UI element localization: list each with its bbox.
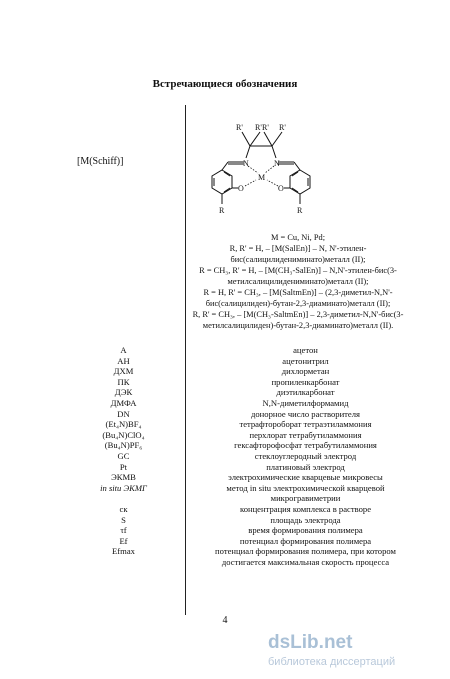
- abbreviation-term: ДЭК: [114, 387, 133, 398]
- abbreviation-term: Pt: [119, 461, 128, 472]
- abbreviation-row: [62, 483, 418, 504]
- abbreviation-row: [62, 430, 418, 441]
- metal-label: M: [258, 173, 266, 182]
- abbreviation-term: ПК: [117, 376, 130, 387]
- abbreviation-term: GC: [117, 450, 130, 461]
- abbreviation-definition: стеклоуглеродный электрод: [254, 450, 357, 461]
- description-line: M = Cu, Ni, Pd;: [270, 233, 326, 242]
- r-label: R: [297, 206, 303, 215]
- abbreviation-row: [62, 515, 418, 526]
- abbreviation-term: А: [120, 345, 127, 355]
- abbreviation-term: in situ ЭКМГ: [100, 482, 147, 493]
- schiff-base-structure: [198, 116, 338, 226]
- r-label: R: [219, 206, 225, 215]
- r-prime-label: R': [236, 123, 243, 132]
- abbreviation-definition: метод in situ электрохимической кварцевой микрогравиметрии: [226, 482, 385, 504]
- abbreviation-row: [62, 377, 418, 388]
- nitrogen-label: N: [274, 159, 280, 168]
- nitrogen-label: N: [243, 159, 249, 168]
- abbreviation-term: τf: [120, 525, 127, 536]
- watermark-subtitle: библиотека диссертаций: [268, 656, 396, 668]
- description-line: R, R' = CH₃, – [M(CH₃-SaltmEn)] – 2,3-диметил-N,N'-бис(3-: [192, 310, 404, 319]
- abbreviation-definition: ацетон: [293, 345, 318, 355]
- description-line: метилсалицилиден)-бутан-2,3-диаминато)металл (II).: [202, 321, 394, 330]
- watermark-logo: dsLib.net: [268, 632, 353, 653]
- abbreviation-row: [62, 366, 418, 377]
- r-prime-label: R': [262, 123, 269, 132]
- abbreviation-term: Efmax: [112, 546, 135, 557]
- abbreviation-definition: концентрация комплекса в растворе: [239, 503, 372, 514]
- abbreviation-term: S: [121, 514, 126, 525]
- description-line: R = H, R' = CH₃, – [M(SaltmEn)] – (2,3-диметил-N,N'-: [203, 288, 393, 297]
- abbreviation-term: (Bu₄N)ClO₄: [102, 429, 145, 440]
- abbreviation-term: DN: [117, 408, 130, 419]
- abbreviation-row: [62, 387, 418, 398]
- oxygen-label: O: [238, 184, 244, 193]
- abbreviation-definition: диэтилкарбонат: [276, 387, 335, 398]
- abbreviation-row: [62, 409, 418, 420]
- abbreviation-term: Ef: [119, 535, 128, 546]
- abbreviation-term: (Bu₄N)PF₆: [104, 440, 143, 451]
- description-line: бис(салицилидениминато)металл (II);: [230, 255, 366, 264]
- abbreviation-definition: N,N-диметилформамид: [262, 397, 349, 408]
- oxygen-label: O: [278, 184, 284, 193]
- abbreviation-definition: площадь электрода: [270, 514, 341, 525]
- abbreviation-definition: потенциал формирования полимера, при котором достигается максимальная скорость процесса: [215, 546, 396, 567]
- abbreviation-definition: тетрафтороборат тетраэтиламмония: [239, 419, 372, 430]
- abbreviation-row: [62, 440, 418, 451]
- abbreviation-row: [62, 451, 418, 462]
- abbreviation-definition: ацетонитрил: [282, 355, 329, 366]
- abbreviation-row: [62, 462, 418, 473]
- abbreviation-row: [62, 419, 418, 430]
- abbreviation-definition: пропиленкарбонат: [271, 376, 340, 387]
- abbreviation-definition: донорное число растворителя: [251, 408, 360, 419]
- schiff-label: [M(Schiff)]: [77, 156, 124, 167]
- abbreviation-term: cк: [119, 503, 128, 514]
- ligand-description: [188, 232, 408, 331]
- abbreviation-row: [62, 398, 418, 409]
- abbreviation-definition: время формирования полимера: [248, 525, 363, 536]
- abbreviation-definition: электрохимические кварцевые микровесы: [228, 472, 383, 483]
- page-number: 4: [222, 615, 228, 626]
- page-title: Встречающиеся обозначения: [152, 78, 298, 90]
- abbreviation-definition: гексафторофосфат тетрабутиламмония: [234, 440, 377, 451]
- description-line: R, R' = H, – [M(SalEn)] – N, N'-этилен-: [229, 244, 367, 253]
- r-prime-label: R': [255, 123, 262, 132]
- abbreviations-table: [62, 345, 418, 567]
- r-prime-label: R': [279, 123, 286, 132]
- abbreviation-definition: дихлорметан: [281, 366, 330, 377]
- abbreviation-row: [62, 536, 418, 547]
- abbreviation-definition: потенциал формирования полимера: [239, 535, 372, 546]
- abbreviation-term: ЭКМВ: [111, 472, 136, 483]
- abbreviation-definition: перхлорат тетрабутиламмония: [249, 429, 362, 440]
- watermark: [268, 632, 444, 678]
- abbreviation-term: (Et₄N)BF₄: [105, 419, 142, 430]
- abbreviation-row: [62, 504, 418, 515]
- abbreviation-row: [62, 525, 418, 536]
- abbreviation-definition: платиновый электрод: [266, 461, 345, 472]
- abbreviation-row: [62, 472, 418, 483]
- description-line: метилсалицилидениминато)металл (II);: [227, 277, 369, 286]
- description-line: бис(салицилиден)-бутан-2,3-диаминато)металл (II);: [205, 299, 391, 308]
- abbreviation-row: [62, 546, 418, 567]
- abbreviation-row: [62, 356, 418, 367]
- description-line: R = CH₃, R' = H, – [M(CH₃-SalEn)] – N,N'-этилен-бис(3-: [199, 266, 397, 275]
- abbreviation-term: АН: [117, 355, 130, 366]
- abbreviation-term: ДМФА: [110, 397, 137, 408]
- abbreviation-row: [62, 345, 418, 356]
- abbreviation-term: ДХМ: [113, 366, 134, 377]
